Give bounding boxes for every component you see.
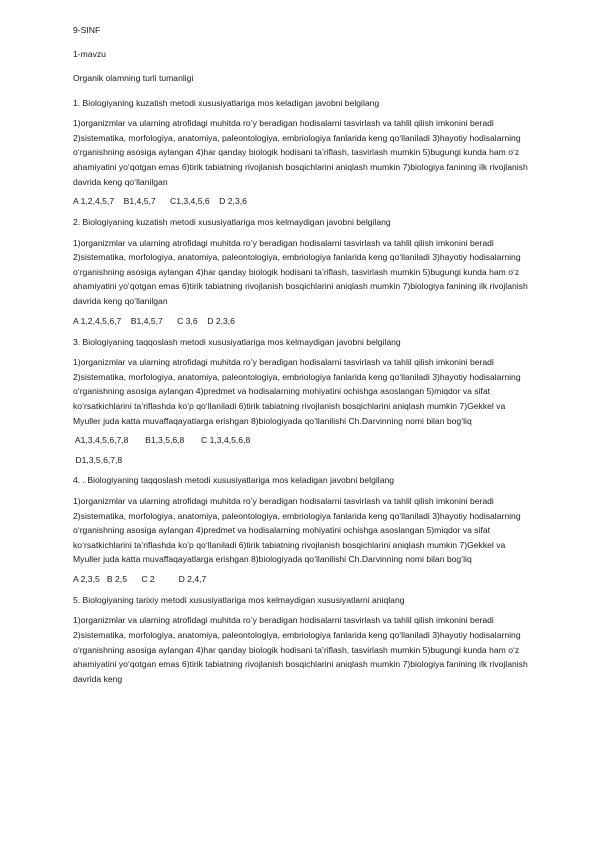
question-body: 1)organizmlar va ularning atrofidagi muhitda ro’y beradigan hodisalarni tasvirlash va tahlil qilish imkonini beradi 2)sistematika, morfologiya, anatomiya, paleontologiya, embriologiya fanlarida keng qo‘llaniladi 3)hayotiy hodisalarning o‘rganishning asosiga aylangan 4)predmet va hodisalarning mohiyatini ochishga asoslangan 5)miqdor va sifat ko‘rsatkichlarini ta’riflashda ko’p qo‘llaniladi 6)tirik tabiatning rivojlanish bosqichlarini aniqlash mumkin 7)Gekkel va Myuller juda katta muvaffaqayatlarga erishgan 8)biologiyada qo‘llanilishi Ch.Darvinning nomi bilan bog‘liq [73,495,521,565]
answer-options: D1,3,5,6,7,8 [73,454,123,465]
answer-options: A 1,2,4,5,7 B1,4,5,7 C1,3,4,5,6 D 2,3,6 [73,196,247,207]
question-5 [73,593,528,687]
answer-options: A 2,3,5 B 2,5 C 2 D 2,4,7 [73,574,207,585]
topic-label: 1-mavzu [73,49,106,60]
question-1 [73,96,528,209]
question-body: 1)organizmlar va ularning atrofidagi muhitda ro’y beradigan hodisalarni tasvirlash va tahlil qilish imkonini beradi 2)sistematika, morfologiya, anatomiya, paleontologiya, embriologiya fanlarida keng qo‘llaniladi 3)hayotiy hodisalarning o‘rganishning asosiga aylangan 4)har qanday biologik hodisani ta’riflash, tasvirlash mumkin 5)bugungi kunda ham o‘z ahamiyatini yo‘qotgan emas 6)tirik tabiatning rivojlanish bosqichlarini aniqlash mumkin 7)biologiya fanining ilk rivojlanish davrida keng qo‘llanilgan [73,118,528,187]
document-content [73,23,528,692]
answer-options: A1,3,4,5,6,7,8 B1,3,5,6,8 C 1,3,4,5,6,8 [73,435,251,446]
question-title: 3. Biologiyaning taqqoslash metodi xususiyatlariga mos kelmaydigan javobni belgilang [73,336,401,347]
question-body: 1)organizmlar va ularning atrofidagi muhitda ro’y beradigan hodisalarni tasvirlash va tahlil qilish imkonini beradi 2)sistematika, morfologiya, anatomiya, paleontologiya, embriologiya fanlarida keng qo‘llaniladi 3)hayotiy hodisalarning o‘rganishning asosiga aylangan 4)har qanday biologik hodisani ta’riflash, tasvirlash mumkin 5)bugungi kunda ham o‘z ahamiyatini yo‘qotgan emas 6)tirik tabiatning rivojlanish bosqichlarini aniqlash mumkin 7)biologiya fanining ilk rivojlanish davrida keng qo‘llanilgan [73,237,528,307]
question-4 [73,473,528,586]
question-body: 1)organizmlar va ularning atrofidagi muhitda ro’y beradigan hodisalarni tasvirlash va tahlil qilish imkonini beradi 2)sistematika, morfologiya, anatomiya, paleontologiya, embriologiya fanlarida keng qo‘llaniladi 3)hayotiy hodisalarning o‘rganishning asosiga aylangan 4)predmet va hodisalarning mohiyatini ochishga asoslangan 5)miqdor va sifat ko‘rsatkichlarini ta’riflashda ko’p qo‘llaniladi 6)tirik tabiatning rivojlanish bosqichlarini aniqlash mumkin 7)Gekkel va Myuller juda katta muvaffaqayatlarga erishgan 8)biologiyada qo‘llanilishi Ch.Darvinning nomi bilan bog‘liq [73,357,521,426]
question-title: 2. Biologiyaning kuzatish metodi xususiyatlariga mos kelmaydigan javobni belgilang [73,217,391,228]
theme-title: Organik olamning turli tumanligi [73,73,194,84]
question-3 [73,335,528,468]
question-body: 1)organizmlar va ularning atrofidagi muhitda ro’y beradigan hodisalarni tasvirlash va tahlil qilish imkonini beradi 2)sistematika, morfologiya, anatomiya, paleontologiya, embriologiya fanlarida keng qo‘llaniladi 3)hayotiy hodisalarning o‘rganishning asosiga aylangan 4)har qanday biologik hodisani ta’riflash, tasvirlash mumkin 5)bugungi kunda ham o‘z ahamiyatini yo‘qotgan emas 6)tirik tabiatning rivojlanish bosqichlarini aniqlash mumkin 7)biologiya fanining ilk rivojlanish davrida keng [73,615,528,684]
question-title: 1. Biologiyaning kuzatish metodi xususiyatlariga mos keladigan javobni belgilang [73,97,380,108]
answer-options: A 1,2,4,5,6,7 B1,4,5,7 C 3,6 D 2,3,6 [73,315,235,326]
question-title: 5. Biologiyaning tarixiy metodi xususiyatlariga mos kelmaydigan xususiyatlarni aniqlang [73,594,405,605]
grade-label: 9-SINF [73,25,101,35]
question-title: 4. . Biologiyaning taqqoslash metodi xususiyatlariga mos keladigan javobni belgilang [73,475,395,486]
question-2 [73,215,528,328]
